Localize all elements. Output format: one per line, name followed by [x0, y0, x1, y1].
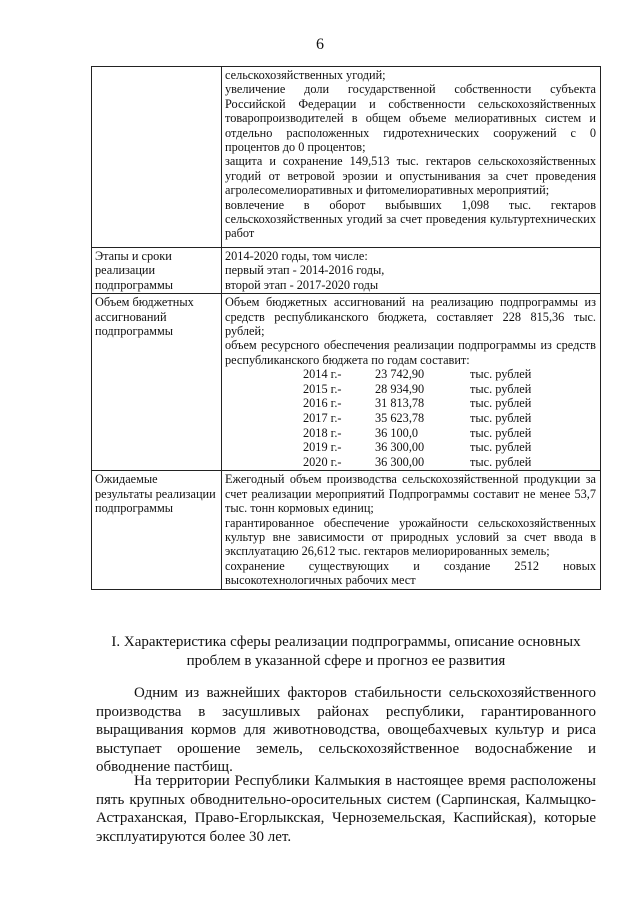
year: 2019 г.- [303, 440, 342, 455]
year: 2014 г.- [303, 367, 342, 382]
unit: тыс. рублей [470, 425, 532, 440]
results-item-1: Ежегодный объем производства сельскохозяйственной продукции за счет реализации мероприятий Подпрограммы составит не менее 53,7 тыс. тонн кормовых единиц; [225, 472, 596, 516]
amount: 28 934,90 [375, 381, 425, 396]
unit: тыс. рублей [470, 367, 532, 382]
unit: тыс. рублей [470, 440, 532, 455]
table-row-continuation [92, 67, 601, 248]
unit: тыс. рублей [470, 396, 532, 411]
paragraph-2: На территории Республики Калмыкия в настоящее время расположены пять крупных обводнительно-оросительных систем (Сарпинская, Калмыцко-Астраханская, Право-Егорлыкская, Черноземельская, Каспийская), которые эксплуатируются более 30 лет. [96, 773, 596, 845]
stages-line-2: первый этап - 2014-2016 годы, [225, 263, 385, 278]
unit: тыс. рублей [470, 454, 532, 469]
table-row [303, 382, 531, 397]
table-row [303, 440, 531, 455]
budget-label: Объем бюджетных ассигнований подпрограммы [92, 294, 222, 471]
table-row [303, 426, 531, 441]
table-row [303, 411, 531, 426]
table-row-stages [92, 248, 601, 294]
stages-line-1: 2014-2020 годы, том числе: [225, 249, 368, 263]
budget-text-1: Объем бюджетных ассигнований на реализацию подпрограммы из средств республиканского бюджета, составляет 228 815,36 тыс. рублей; [225, 295, 596, 339]
amount: 36 300,00 [375, 440, 425, 455]
budget-text-2: объем ресурсного обеспечения реализации подпрограммы из средств республиканского бюджета по годам составит: [225, 338, 596, 367]
stages-cell [222, 248, 601, 294]
amount: 36 300,00 [375, 454, 425, 469]
stages-line-3: второй этап - 2017-2020 годы [225, 277, 379, 292]
table-row-results [92, 471, 601, 589]
table-row [303, 396, 531, 411]
continuation-text-1: сельскохозяйственных угодий; [225, 68, 386, 82]
table-row [303, 455, 531, 470]
table-row [303, 367, 531, 382]
results-label: Ожидаемые результаты реализации подпрограммы [92, 471, 222, 589]
results-item-2: гарантированное обеспечение урожайности сельскохозяйственных культур вне зависимости от природных условий за счет ввода в эксплуатацию 26,612 тыс. гектаров мелиорированных земель; [225, 515, 596, 559]
amount: 35 623,78 [375, 411, 425, 426]
amount: 23 742,90 [375, 367, 425, 382]
unit: тыс. рублей [470, 411, 532, 426]
year: 2016 г.- [303, 396, 342, 411]
stages-label: Этапы и сроки реализации подпрограммы [92, 248, 222, 294]
continuation-cell [222, 67, 601, 248]
budget-cell [222, 294, 601, 471]
results-cell [222, 471, 601, 589]
section-title: I. Характеристика сферы реализации подпрограммы, описание основных проблем в указанной сфере и прогноз ее развития [111, 634, 581, 669]
amount: 31 813,78 [375, 396, 425, 411]
continuation-text-2: увеличение доли государственной собственности субъекта Российской Федерации и собственности сельскохозяйственных товаропроизводителей в общем объеме мелиоративных систем и отдельно расположенных гидротехнических сооружений с 0 процентов до 0 процентов; [225, 82, 596, 155]
results-item-3: сохранение существующих и создание 2512 новых высокотехнологичных рабочих мест [225, 558, 596, 588]
year: 2018 г.- [303, 425, 342, 440]
unit: тыс. рублей [470, 381, 532, 396]
year: 2020 г.- [303, 454, 342, 469]
budget-by-year-table [303, 367, 531, 469]
paragraph-1: Одним из важнейших факторов стабильности сельскохозяйственного производства в засушливых районах республики, гарантированного выращивания кормов для животноводства, овощебахчевых культур и риса выступает орошение земель, сельскохозяйственное водоснабжение и обводнение пастбищ. [96, 685, 596, 776]
passport-table [91, 66, 601, 590]
continuation-text-3: защита и сохранение 149,513 тыс. гектаров сельскохозяйственных угодий от ветровой эрозии и опустынивания за счет проведения агролесомелиоративных и фитомелиоративных мероприятий; [225, 154, 596, 198]
year: 2015 г.- [303, 381, 342, 396]
empty-label-cell [92, 67, 222, 248]
table-row-budget [92, 294, 601, 471]
page-number: 6 [316, 36, 324, 53]
year: 2017 г.- [303, 411, 342, 426]
amount: 36 100,0 [375, 425, 419, 440]
continuation-text-4: вовлечение в оборот выбывших 1,098 тыс. гектаров сельскохозяйственных угодий за счет проведения культуртехнических работ [225, 197, 596, 241]
